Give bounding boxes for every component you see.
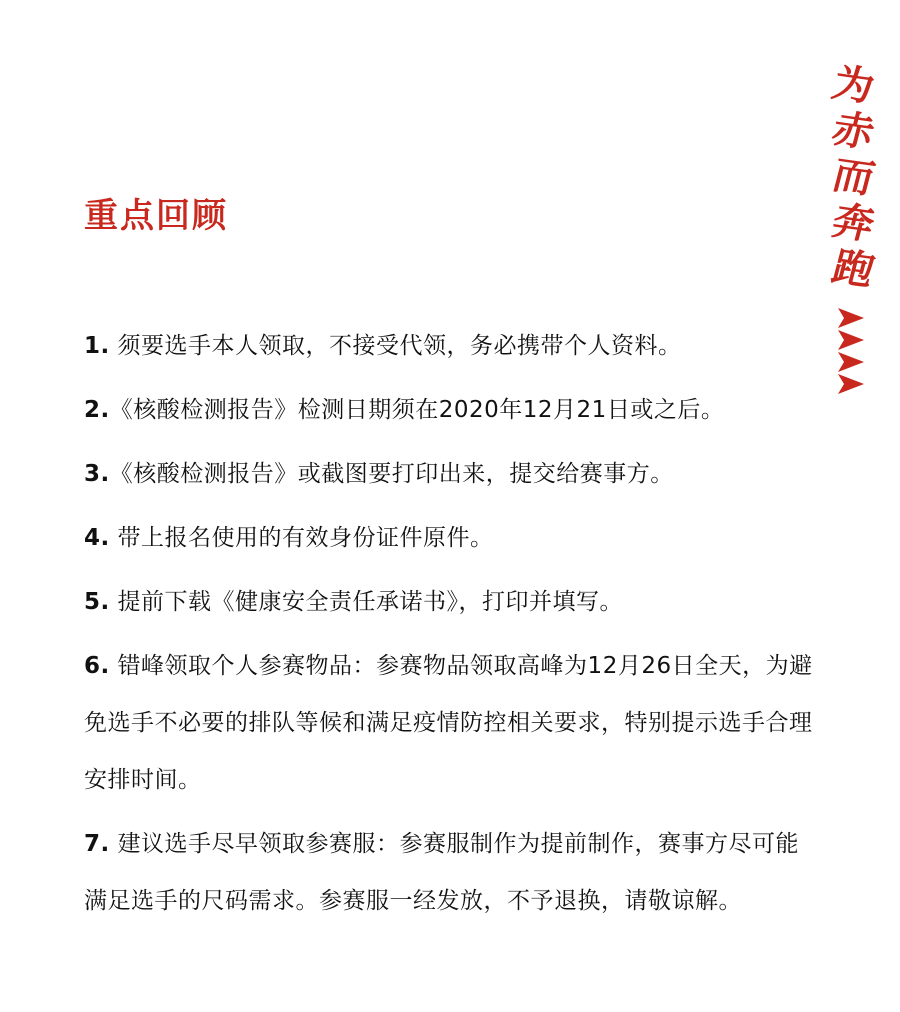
item-text: 建议选手尽早领取参赛服：参赛服制作为提前制作，赛事方尽可能满足选手的尺码需求。参赛服一经发放，不予退换，请敬谅解。 [84, 831, 800, 914]
item-text: 带上报名使用的有效身份证件原件。 [109, 525, 494, 551]
section-title: 重点回顾 [84, 196, 228, 236]
item-number: 7. [84, 831, 110, 857]
item-number: 5. [84, 589, 110, 615]
chevron-down-icon [836, 308, 866, 398]
item-text: 《核酸检测报告》或截图要打印出来，提交给赛事方。 [109, 461, 674, 487]
item-number: 6. [84, 653, 110, 679]
brand-vertical-logo [822, 59, 878, 402]
item-number: 2. [84, 397, 110, 423]
item-number: 4. [84, 525, 110, 551]
item-number: 1. [84, 333, 110, 359]
list-item [84, 816, 814, 930]
list-item [84, 574, 814, 631]
brand-slogan: 为赤而奔跑 [830, 59, 870, 295]
item-text: 须要选手本人领取，不接受代领，务必携带个人资料。 [109, 333, 682, 359]
list-item [84, 318, 814, 375]
list-item [84, 382, 814, 439]
list-item [84, 638, 814, 809]
item-number: 3. [84, 461, 110, 487]
list-item [84, 446, 814, 503]
item-text: 错峰领取个人参赛物品：参赛物品领取高峰为12月26日全天，为避免选手不必要的排队等候和满足疫情防控相关要求，特别提示选手合理安排时间。 [84, 653, 813, 793]
item-text: 《核酸检测报告》检测日期须在2020年12月21日或之后。 [109, 397, 725, 423]
item-text: 提前下载《健康安全责任承诺书》，打印并填写。 [109, 589, 624, 615]
list-item [84, 510, 814, 567]
review-list [84, 318, 814, 937]
